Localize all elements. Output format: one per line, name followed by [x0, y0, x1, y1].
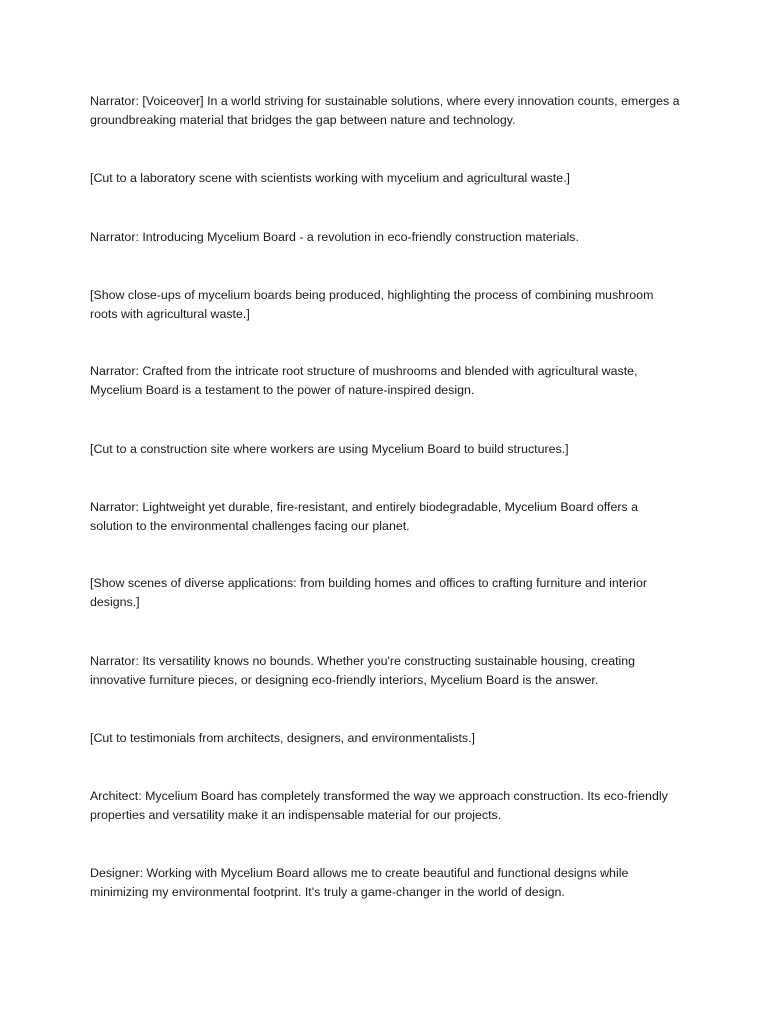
paragraph-cut-construction: [Cut to a construction site where workers are using Mycelium Board to build structures.] [90, 442, 569, 456]
paragraph-narrator-introducing: Narrator: Introducing Mycelium Board - a revolution in eco-friendly construction materials. [90, 230, 579, 244]
paragraph-cut-laboratory: [Cut to a laboratory scene with scientists working with mycelium and agricultural waste.] [90, 171, 570, 185]
paragraph-narrator-lightweight: Narrator: Lightweight yet durable, fire-resistant, and entirely biodegradable, Mycelium Board offers a solution to the environmental challenges facing our planet. [90, 500, 638, 533]
paragraph-show-applications: [Show scenes of diverse applications: from building homes and offices to crafting furniture and interior designs.] [90, 576, 647, 609]
paragraph-narrator-versatility: Narrator: Its versatility knows no bounds. Whether you're constructing sustainable housing, creating innovative furniture pieces, or designing eco-friendly interiors, Mycelium Board is the answer. [90, 654, 636, 687]
paragraph-narrator-intro: Narrator: [Voiceover] In a world striving for sustainable solutions, where every innovation counts, emerges a groundbreaking material that bridges the gap between nature and technology. [90, 94, 680, 127]
paragraph-designer-quote: Designer: Working with Mycelium Board allows me to create beautiful and functional designs while minimizing my environmental footprint. It's truly a game-changer in the world of design. [90, 866, 629, 899]
paragraph-cut-testimonials: [Cut to testimonials from architects, designers, and environmentalists.] [90, 731, 475, 745]
paragraph-show-closeups: [Show close-ups of mycelium boards being produced, highlighting the process of combining mushroom roots with agricultural waste.] [90, 288, 654, 321]
paragraph-architect-quote: Architect: Mycelium Board has completely transformed the way we approach construction. Its eco-friendly properties and versatility make it an indispensable material for our projects. [90, 789, 668, 822]
paragraph-narrator-crafted: Narrator: Crafted from the intricate root structure of mushrooms and blended with agricultural waste, Mycelium Board is a testament to the power of nature-inspired design. [90, 364, 638, 397]
